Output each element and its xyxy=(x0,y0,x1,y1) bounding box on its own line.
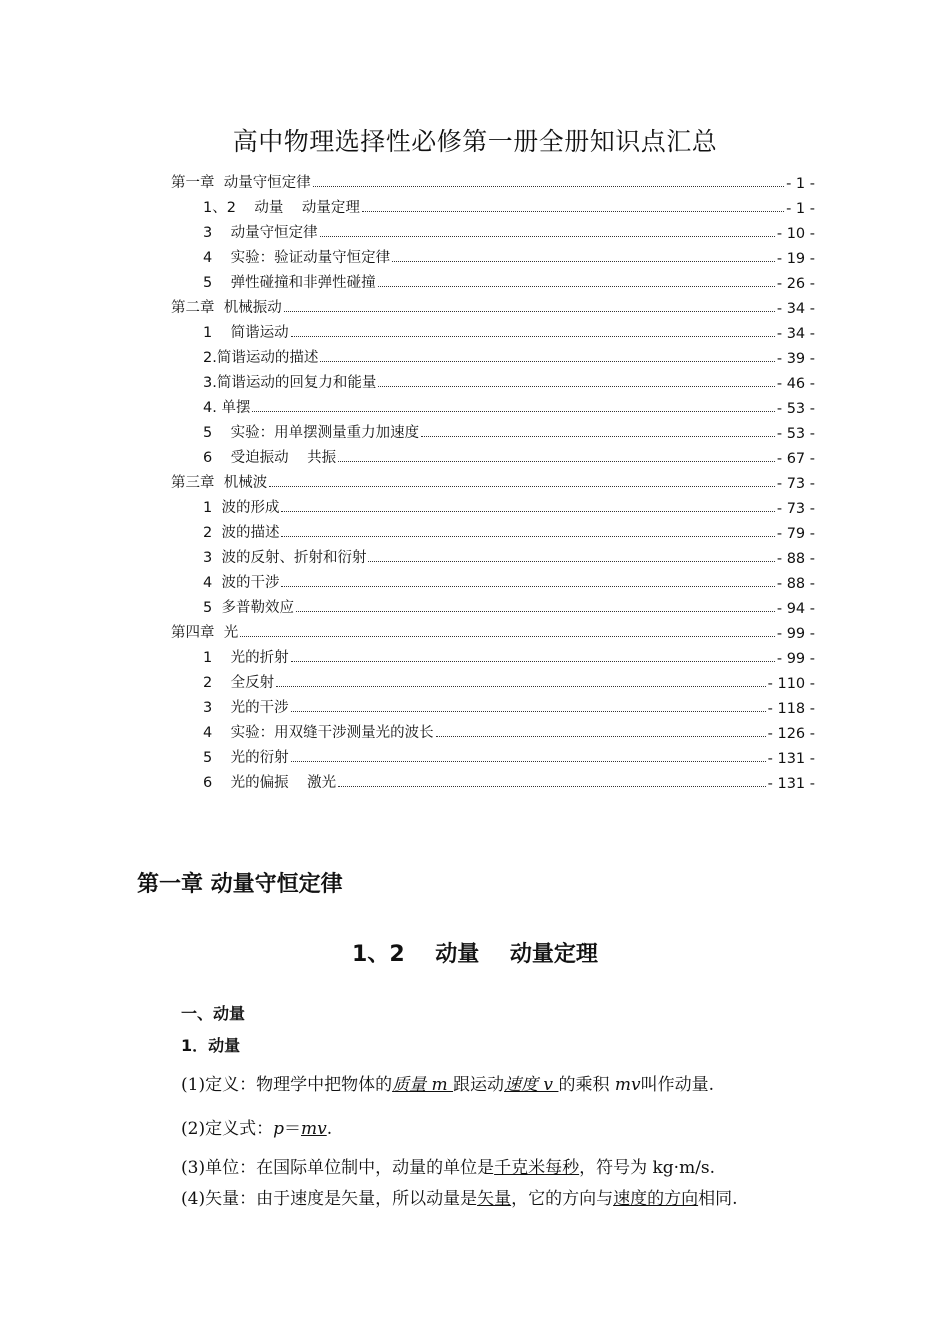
toc-leader-dots xyxy=(281,511,774,512)
toc-entry-label: 1 光的折射 xyxy=(203,650,289,666)
toc-entry-label: 6 光的偏振 激光 xyxy=(203,775,337,791)
toc-leader-dots xyxy=(291,761,766,762)
toc-entry-label: 第四章 光 xyxy=(171,625,239,641)
toc-entry[interactable] xyxy=(171,192,815,217)
toc-entry[interactable] xyxy=(171,492,815,517)
toc-leader-dots xyxy=(281,586,774,587)
toc-entry-page: - 131 - xyxy=(767,776,815,792)
toc-leader-dots xyxy=(240,636,775,637)
toc-leader-dots xyxy=(338,786,766,787)
term-vector: 矢量 xyxy=(477,1189,512,1209)
formula-paragraph: (2)定义式：p＝mv. xyxy=(181,1119,333,1139)
toc-entry[interactable] xyxy=(171,167,815,192)
toc-entry[interactable] xyxy=(171,292,815,317)
toc-leader-dots xyxy=(296,611,775,612)
toc-entry-label: 5 弹性碰撞和非弹性碰撞 xyxy=(203,275,376,291)
toc-entry-page: - 1 - xyxy=(786,201,815,217)
chapter-heading: 第一章 动量守恒定律 xyxy=(137,872,343,897)
toc-leader-dots xyxy=(320,361,775,362)
toc-entry-label: 2 全反射 xyxy=(203,675,275,691)
toc-entry[interactable] xyxy=(171,442,815,467)
toc-entry-page: - 53 - xyxy=(776,401,815,417)
unit-paragraph: (3)单位：在国际单位制中，动量的单位是千克米每秒，符号为 kg·m/s. xyxy=(181,1158,716,1178)
toc-entry[interactable] xyxy=(171,617,815,642)
toc-leader-dots xyxy=(252,411,774,412)
toc-entry[interactable] xyxy=(171,392,815,417)
toc-entry-page: - 94 - xyxy=(776,601,815,617)
toc-entry-label: 1 波的形成 xyxy=(203,500,280,516)
toc-entry-page: - 26 - xyxy=(776,276,815,292)
toc-entry[interactable] xyxy=(171,267,815,292)
toc-leader-dots xyxy=(291,661,775,662)
toc-leader-dots xyxy=(421,436,775,437)
toc-entry-label: 第三章 机械波 xyxy=(171,475,268,491)
toc-entry-page: - 10 - xyxy=(776,226,815,242)
toc-leader-dots xyxy=(313,186,784,187)
table-of-contents xyxy=(171,167,815,792)
toc-entry[interactable] xyxy=(171,542,815,567)
toc-entry[interactable] xyxy=(171,217,815,242)
toc-leader-dots xyxy=(291,336,775,337)
toc-leader-dots xyxy=(291,711,766,712)
toc-entry-label: 3 光的干涉 xyxy=(203,700,289,716)
toc-entry-label: 1、2 动量 动量定理 xyxy=(203,200,360,216)
toc-entry-page: - 99 - xyxy=(776,626,815,642)
toc-leader-dots xyxy=(276,686,765,687)
toc-entry[interactable] xyxy=(171,517,815,542)
toc-entry-page: - 88 - xyxy=(776,576,815,592)
toc-entry-page: - 110 - xyxy=(767,676,815,692)
toc-leader-dots xyxy=(284,311,775,312)
unit-name: 千克米每秒 xyxy=(494,1158,580,1178)
toc-entry-page: - 131 - xyxy=(767,751,815,767)
toc-entry-label: 第一章 动量守恒定律 xyxy=(171,175,311,191)
toc-entry-label: 3 波的反射、折射和衍射 xyxy=(203,550,367,566)
document-title: 高中物理选择性必修第一册全册知识点汇总 xyxy=(232,127,718,156)
toc-entry-page: - 118 - xyxy=(767,701,815,717)
toc-entry-label: 4 实验：验证动量守恒定律 xyxy=(203,250,391,266)
toc-entry-page: - 88 - xyxy=(776,551,815,567)
toc-entry-page: - 39 - xyxy=(776,351,815,367)
toc-leader-dots xyxy=(338,461,775,462)
toc-entry-label: 4 实验：用双缝干涉测量光的波长 xyxy=(203,725,434,741)
toc-entry-page: - 67 - xyxy=(776,451,815,467)
part-heading: 一、动量 xyxy=(181,1004,246,1023)
toc-entry[interactable] xyxy=(171,717,815,742)
toc-entry-page: - 34 - xyxy=(776,301,815,317)
toc-entry-page: - 99 - xyxy=(776,651,815,667)
toc-entry-label: 第二章 机械振动 xyxy=(171,300,282,316)
toc-entry[interactable] xyxy=(171,367,815,392)
toc-entry[interactable] xyxy=(171,667,815,692)
toc-entry-page: - 126 - xyxy=(767,726,815,742)
toc-leader-dots xyxy=(368,561,774,562)
toc-entry-label: 2 波的描述 xyxy=(203,525,280,541)
toc-entry[interactable] xyxy=(171,567,815,592)
toc-leader-dots xyxy=(281,536,774,537)
formula-rhs: mv xyxy=(300,1119,327,1139)
toc-leader-dots xyxy=(320,236,775,237)
toc-entry[interactable] xyxy=(171,767,815,792)
toc-entry[interactable] xyxy=(171,342,815,367)
toc-entry-page: - 19 - xyxy=(776,251,815,267)
toc-entry-label: 3.简谐运动的回复力和能量 xyxy=(203,375,377,391)
toc-entry-label: 6 受迫振动 共振 xyxy=(203,450,337,466)
item-heading: 1．动量 xyxy=(181,1036,241,1055)
term-velocity: 速度 v xyxy=(504,1075,559,1095)
toc-entry-page: - 46 - xyxy=(776,376,815,392)
term-mass: 质量 m xyxy=(392,1075,454,1095)
toc-leader-dots xyxy=(362,211,784,212)
toc-entry-page: - 1 - xyxy=(786,176,815,192)
toc-entry-page: - 73 - xyxy=(776,501,815,517)
section-heading: 1、2 动量 动量定理 xyxy=(352,942,598,967)
toc-entry[interactable] xyxy=(171,642,815,667)
toc-entry-label: 5 实验：用单摆测量重力加速度 xyxy=(203,425,420,441)
toc-entry[interactable] xyxy=(171,417,815,442)
term-velocity-direction: 速度的方向 xyxy=(613,1189,699,1209)
toc-entry-label: 5 光的衍射 xyxy=(203,750,289,766)
toc-leader-dots xyxy=(269,486,775,487)
toc-entry-label: 1 简谐运动 xyxy=(203,325,289,341)
vector-paragraph: (4)矢量：由于速度是矢量，所以动量是矢量，它的方向与速度的方向相同. xyxy=(181,1189,738,1209)
toc-entry[interactable] xyxy=(171,317,815,342)
definition-paragraph: (1)定义：物理学中把物体的质量 m 跟运动速度 v 的乘积 mv叫作动量. xyxy=(181,1075,714,1095)
toc-entry[interactable] xyxy=(171,242,815,267)
toc-entry-page: - 79 - xyxy=(776,526,815,542)
toc-leader-dots xyxy=(392,261,775,262)
toc-entry-page: - 34 - xyxy=(776,326,815,342)
toc-entry[interactable] xyxy=(171,467,815,492)
toc-entry-label: 4. 单摆 xyxy=(203,400,251,416)
toc-entry[interactable] xyxy=(171,742,815,767)
toc-entry[interactable] xyxy=(171,692,815,717)
toc-entry-label: 3 动量守恒定律 xyxy=(203,225,318,241)
toc-entry-page: - 53 - xyxy=(776,426,815,442)
toc-entry-label: 2.简谐运动的描述 xyxy=(203,350,319,366)
toc-entry[interactable] xyxy=(171,592,815,617)
toc-leader-dots xyxy=(436,736,766,737)
toc-entry-page: - 73 - xyxy=(776,476,815,492)
toc-leader-dots xyxy=(378,286,775,287)
toc-entry-label: 5 多普勒效应 xyxy=(203,600,294,616)
toc-entry-label: 4 波的干涉 xyxy=(203,575,280,591)
toc-leader-dots xyxy=(378,386,775,387)
